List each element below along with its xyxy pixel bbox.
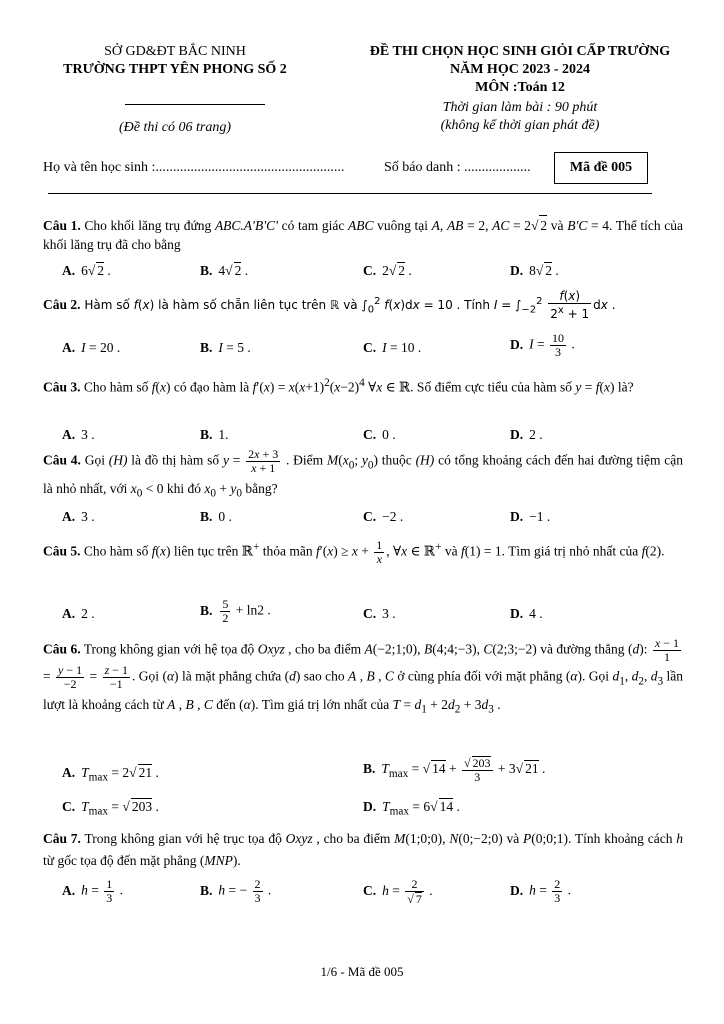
question-3: Câu 3. Cho hàm số f(x) có đạo hàm là $f'(x) = x(x+1)^2(x-2)^4$ ∀x ∈ ℝ. Số điểm cực tiểu của hàm số y = f(x) là?	[43, 377, 634, 395]
duration: Thời gian làm bài : 90 phút	[442, 100, 598, 115]
school-name: TRƯỜNG THPT YÊN PHONG SỐ 2	[63, 62, 287, 77]
q4-option-b[interactable]: B. 0 .	[200, 509, 232, 524]
q1-option-d[interactable]: D. 8√ 2 .	[510, 262, 559, 279]
q7-option-c[interactable]: C. h = 2 √ 7 .	[363, 878, 433, 906]
student-name-field: Họ và tên học sinh :......................................................	[43, 160, 345, 175]
header-divider	[48, 193, 652, 194]
question-1: Câu 1. Cho khối lăng trụ đứng ABC.A'B'C' có tam giác ABC vuông tại A, AB = 2, AC = 2√ 2 và B'C = 4. Thể tích của khối lăng trụ đã cho bằng	[43, 215, 683, 254]
q3-option-a[interactable]: A. 3 .	[62, 427, 95, 442]
question-7: Câu 7. Trong không gian với hệ trục tọa độ Oxyz , cho ba điểm M(1;0;0), N(0;−2;0) và P(0;0;1). Tính khoảng cách h từ gốc tọa độ đến mặt phẳng (MNP).	[43, 831, 683, 868]
question-label: Câu 5.	[43, 543, 81, 559]
department-name: SỞ GD&ĐT BẮC NINH	[104, 44, 246, 59]
q3-option-c[interactable]: C. 0 .	[363, 427, 396, 442]
q1-option-a[interactable]: A. 6√ 2 .	[62, 262, 111, 279]
q3-option-b[interactable]: B. 1.	[200, 427, 229, 442]
q1-option-b[interactable]: B. 4√ 2 .	[200, 262, 248, 279]
question-label: Câu 1.	[43, 218, 81, 233]
school-year: NĂM HỌC 2023 - 2024	[450, 62, 590, 77]
page-footer: 1/6 - Mã đề 005	[320, 964, 404, 979]
q5-option-a[interactable]: A. 2 .	[62, 606, 95, 621]
exam-code: Mã đề 005	[569, 160, 633, 175]
q6-option-c[interactable]: C. $T_{max}$ = √ 203 .	[62, 798, 159, 818]
question-5: Câu 5. Cho hàm số f(x) liên tục trên ℝ+ thỏa mãn f′(x) ≥ x + $\frac{1}{x}$ , ∀x ∈ ℝ+ và f(1) = 1. Tìm giá trị nhỏ nhất của f(2).	[43, 537, 665, 566]
question-label: Câu 3.	[43, 379, 81, 395]
q1-option-c[interactable]: C. 2√ 2 .	[363, 262, 412, 279]
duration-note: (không kể thời gian phát đề)	[440, 118, 600, 133]
question-label: Câu 7.	[43, 831, 81, 846]
q7-option-a[interactable]: A. h = $\frac{1}{3}$ .	[62, 877, 123, 905]
q6-option-a[interactable]: A. $T_{max} = 2√$ 21 .	[62, 764, 159, 784]
q7-option-d[interactable]: D. h = $\frac{2}{3}$ .	[510, 877, 571, 905]
question-4: Câu 4. Gọi (H) là đồ thị hàm số y = $\frac{2x + 3}{x + 1}$ . Điểm $M(x_0$; $y_0$) thuộc (H) có tổng khoảng cách đến hai đường tiệm cận là nhỏ nhất, với $x_0 < 0$ khi đó $x_0 + y_0$ bằng?	[43, 447, 683, 500]
q6-option-d[interactable]: D. $T_{max} = 6√$ 14 .	[363, 798, 460, 818]
q5-option-b[interactable]: B. $\frac{5}{2}$ + ln2 .	[200, 597, 271, 625]
q2-option-d[interactable]: D. I = $\frac{10}{3}$ .	[510, 331, 575, 359]
student-id-field: Số báo danh : ...................	[384, 160, 531, 175]
q4-option-a[interactable]: A. 3 .	[62, 509, 95, 524]
q4-option-c[interactable]: C. −2 .	[363, 509, 404, 524]
header-left-rule	[125, 104, 265, 105]
question-label: Câu 4.	[43, 452, 81, 468]
q5-option-c[interactable]: C. 3 .	[363, 606, 396, 621]
q6-option-b[interactable]: B. $T_{max}$ = √ 14 + √ $\frac{203}{3}$ + 3√ 21 .	[363, 756, 545, 784]
q7-option-b[interactable]: B. h = − $\frac{2}{3}$ .	[200, 877, 272, 905]
page-count-note: (Đề thi có 06 trang)	[119, 120, 231, 135]
q3-option-d[interactable]: D. 2 .	[510, 427, 543, 442]
q2-option-a[interactable]: A. I = 20 .	[62, 340, 121, 355]
q5-option-d[interactable]: D. 4 .	[510, 606, 543, 621]
question-label: Câu 2.	[43, 297, 81, 312]
question-2: Câu 2. Hàm số f(x) là hàm số chẵn liên tục trên ℝ và $\int_0^2$ f(x)dx = 10 . Tính $I = \int_{-2}^2$ $\frac{f(x)}{2^x + 1}$ dx .	[43, 289, 616, 321]
q2-option-c[interactable]: C. I = 10 .	[363, 340, 422, 355]
exam-title: ĐỀ THI CHỌN HỌC SINH GIỎI CẤP TRƯỜNG	[369, 44, 671, 59]
question-6: Câu 6. Trong không gian với hệ tọa độ Oxyz , cho ba điểm A(−2;1;0), B(4;4;−3), C(2;3;−2) và đường thẳng (d): $\frac{x - 1}{1}$ = $\frac{y - 1}{-2}$ = $\frac{z - 1}{-1}$ . Gọi (α) là mặt phẳng chứa (d) sao cho A , B , C ở cùng phía đối với mặt phẳng (α). Gọi $d_1$, $d_2$, $d_3$ lần lượt là khoảng cách từ A , B , C đến (α). Tìm giá trị lớn nhất của $T = d_1 + 2d_2 + 3d_3$ .	[43, 636, 684, 716]
q2-option-b[interactable]: B. I = 5 .	[200, 340, 251, 355]
question-label: Câu 6.	[43, 641, 81, 657]
subject: MÔN :Toán 12	[475, 80, 565, 95]
q4-option-d[interactable]: D. −1 .	[510, 509, 551, 524]
